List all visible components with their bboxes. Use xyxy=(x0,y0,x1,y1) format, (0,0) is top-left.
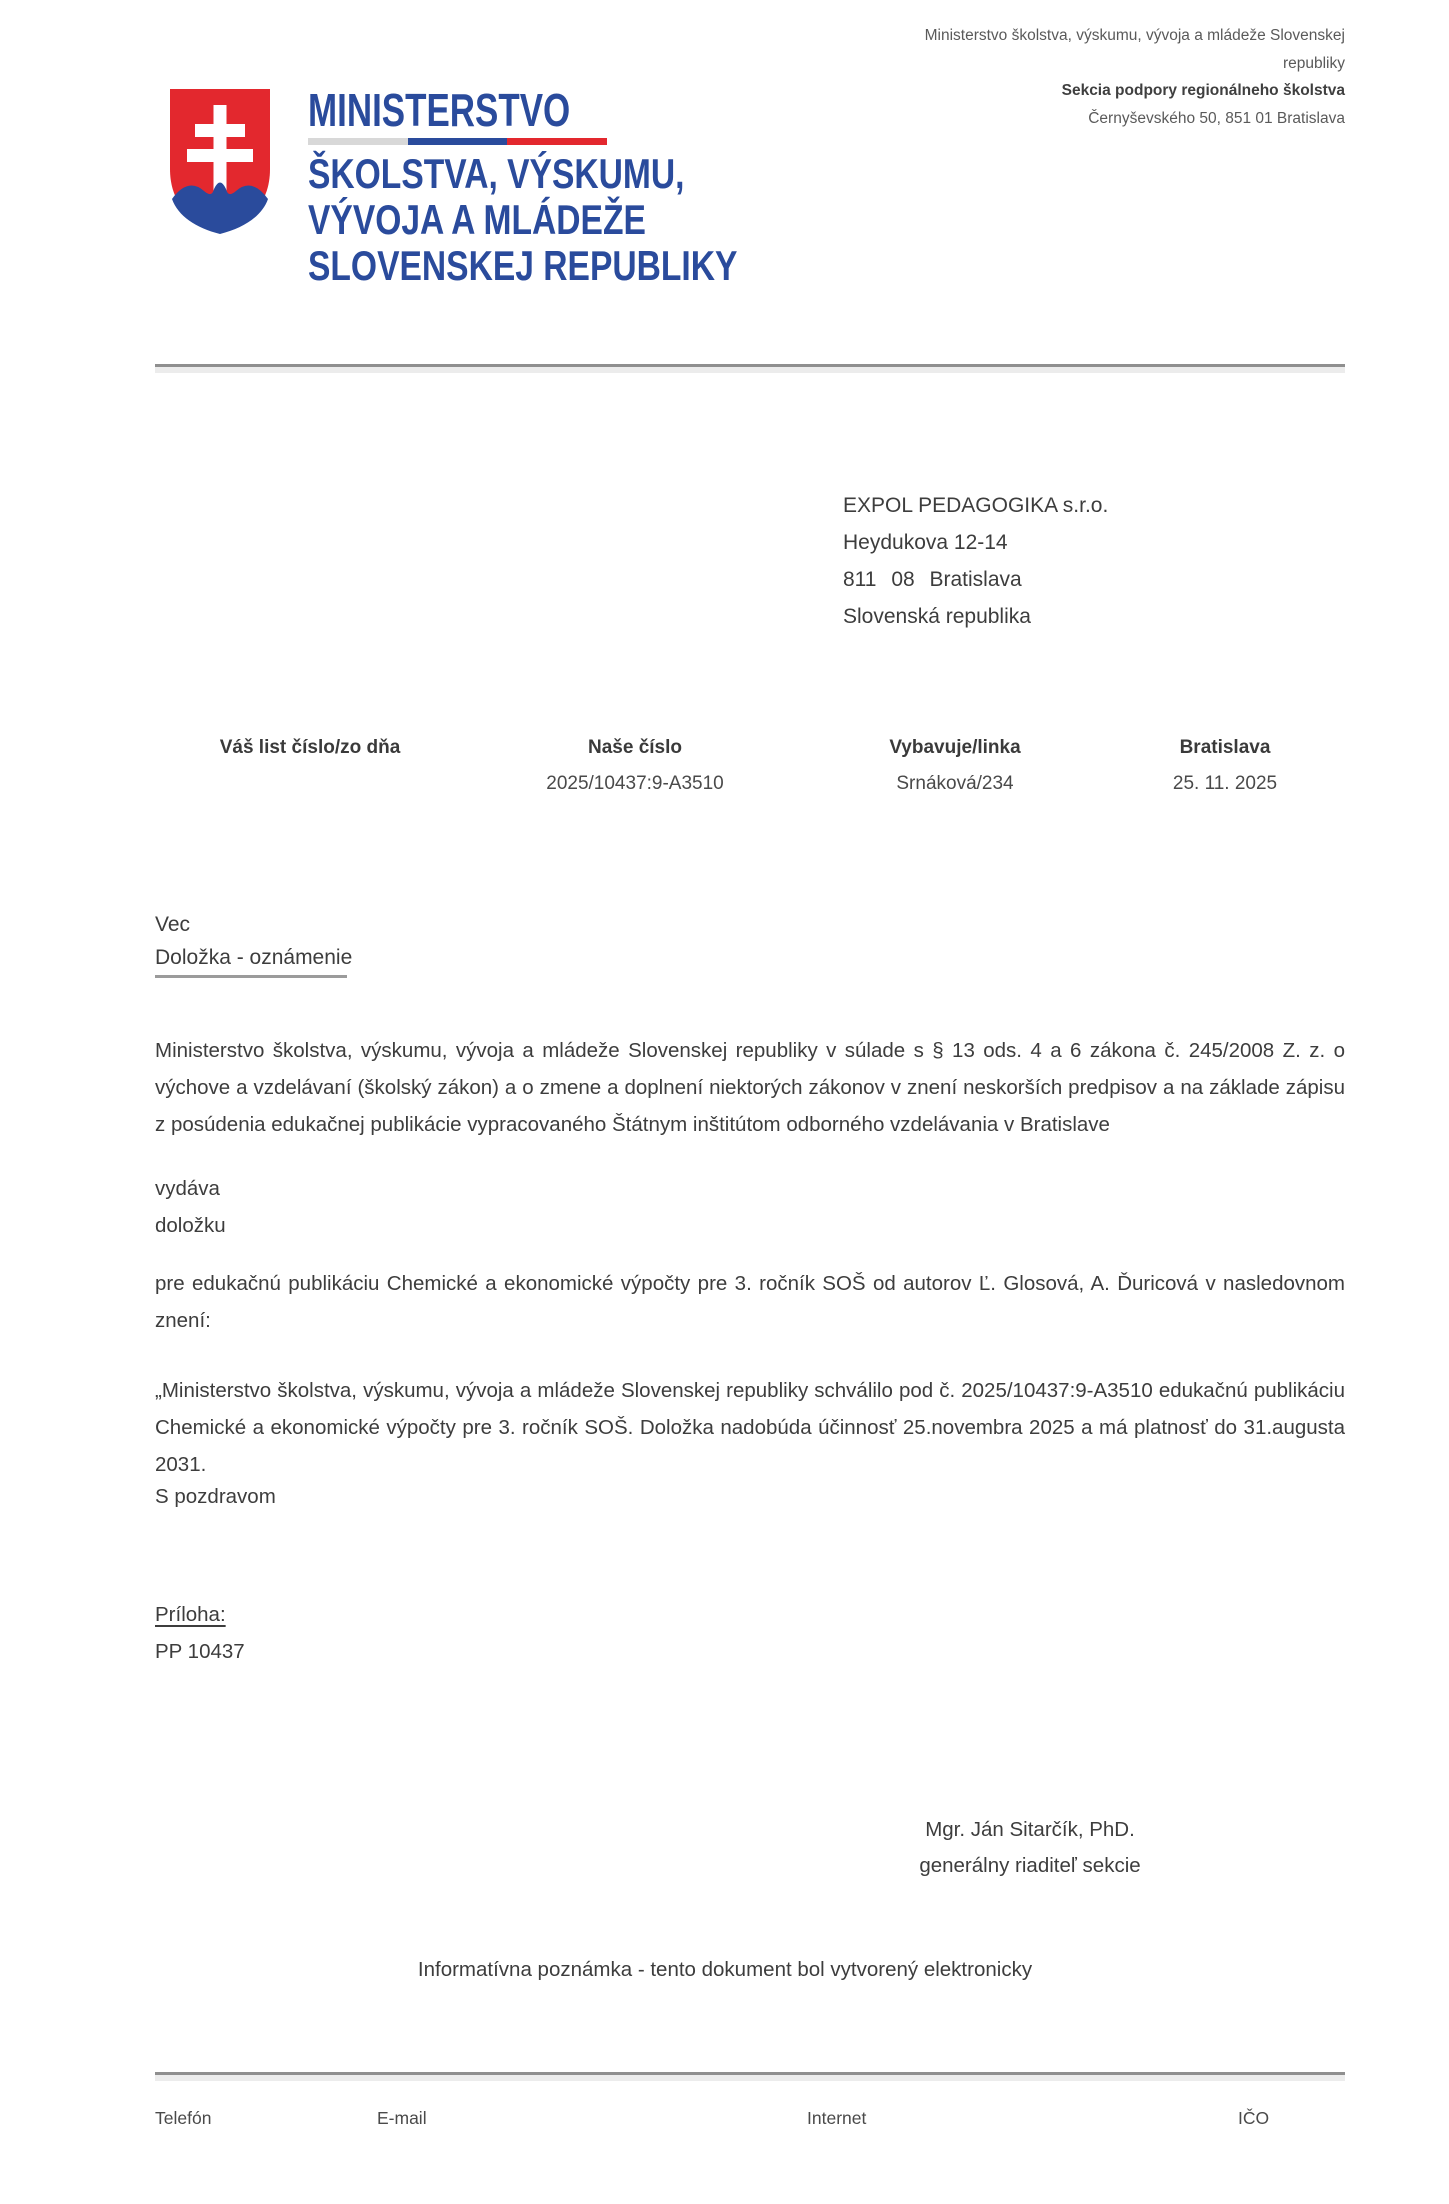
logo-line-1: MINISTERSTVO xyxy=(308,84,571,136)
issues-line-1: vydáva xyxy=(155,1177,220,1200)
reference-row xyxy=(155,737,1345,795)
sender-address: Černyševského 50, 851 01 Bratislava xyxy=(1088,109,1345,127)
signature-block xyxy=(855,1812,1205,1884)
recipient-city: 811 08 Bratislava xyxy=(843,568,1022,591)
footer-divider-rule xyxy=(155,2072,1345,2081)
attachment-block xyxy=(155,1596,1345,1670)
attachment-label: Príloha: xyxy=(155,1603,226,1626)
footer-label-phone: Telefón xyxy=(155,2108,212,2128)
ref-label-our-number: Naše číslo xyxy=(588,737,682,758)
paragraph-publication: pre edukačnú publikáciu Chemické a ekonomické výpočty pre 3. ročník SOŠ od autorov Ľ. Glosová, A. Ďuricová v nasledovnom znení: xyxy=(155,1272,1345,1332)
sender-section: Sekcia podpory regionálneho školstva xyxy=(1061,82,1345,99)
slovak-coat-of-arms-icon xyxy=(162,85,278,235)
sender-line-1: Ministerstvo školstva, výskumu, vývoja a mládeže Slovenskej xyxy=(924,27,1345,44)
recipient-block xyxy=(843,487,1108,635)
ministry-logo-text xyxy=(308,86,845,289)
tricolor-blue-segment xyxy=(408,138,508,145)
sender-line-2: republiky xyxy=(1282,54,1345,72)
issues-block xyxy=(155,1170,1345,1244)
footer-label-internet: Internet xyxy=(807,2108,867,2128)
recipient-name: EXPOL PEDAGOGIKA s.r.o. xyxy=(843,494,1109,517)
ref-value-handler: Srnáková/234 xyxy=(896,773,1014,794)
ref-label-place: Bratislava xyxy=(1179,737,1271,758)
recipient-country: Slovenská republika xyxy=(843,605,1031,628)
signature-role: generálny riaditeľ sekcie xyxy=(919,1854,1141,1877)
recipient-street: Heydukova 12-14 xyxy=(843,531,1008,554)
footer-label-email: E-mail xyxy=(377,2108,427,2128)
signature-name: Mgr. Ján Sitarčík, PhD. xyxy=(925,1818,1135,1841)
logo-line-3: VÝVOJA A MLÁDEŽE xyxy=(308,196,646,243)
header-divider-rule xyxy=(155,364,1345,373)
logo-line-4: SLOVENSKEJ REPUBLIKY xyxy=(308,242,738,289)
logo-line-2: ŠKOLSTVA, VÝSKUMU, xyxy=(308,150,685,197)
tricolor-bar xyxy=(308,138,607,145)
tricolor-white-segment xyxy=(308,138,408,145)
logo-lines-2-4 xyxy=(308,151,737,289)
issues-line-2: doložku xyxy=(155,1214,226,1237)
paragraph-approval: „Ministerstvo školstva, výskumu, vývoja a mládeže Slovenskej republiky schválilo pod č. 2025/10437:9-A3510 edukačnú publikáciu Chemické a ekonomické výpočty pre 3. ročník SOŠ. Doložka nadobúda účinnosť 25.novembra 2025 a má platnosť do 31.augusta 2031. xyxy=(155,1379,1345,1476)
subject-block xyxy=(155,908,352,974)
subject-label: Vec xyxy=(155,913,191,936)
ref-label-handler: Vybavuje/linka xyxy=(889,737,1021,758)
closing-line: S pozdravom xyxy=(155,1485,276,1508)
ref-value-date: 25. 11. 2025 xyxy=(1172,773,1278,794)
sender-block xyxy=(925,22,1345,132)
subject-underline xyxy=(155,975,347,978)
informational-note: Informatívna poznámka - tento dokument bol vytvorený elektronicky xyxy=(417,1958,1033,1981)
attachment-value: PP 10437 xyxy=(155,1640,245,1663)
ref-label-your-letter: Váš list číslo/zo dňa xyxy=(219,737,401,758)
ref-value-our-number: 2025/10437:9-A3510 xyxy=(546,773,724,794)
paragraph-legal-basis: Ministerstvo školstva, výskumu, vývoja a mládeže Slovenskej republiky v súlade s § 13 ods. 4 a 6 zákona č. 245/2008 Z. z. o výchove a vzdelávaní (školský zákon) a o zmene a doplnení niektorých zákonov v znení neskorších predpisov a na základe zápisu z posúdenia edukačnej publikácie vypracovaného Štátnym inštitútom odborného vzdelávania v Bratislave xyxy=(155,1039,1345,1136)
tricolor-red-segment xyxy=(507,138,607,145)
footer-label-ico: IČO xyxy=(1238,2108,1270,2128)
subject-title: Doložka - oznámenie xyxy=(155,946,353,969)
ref-value-your-letter xyxy=(155,773,465,795)
